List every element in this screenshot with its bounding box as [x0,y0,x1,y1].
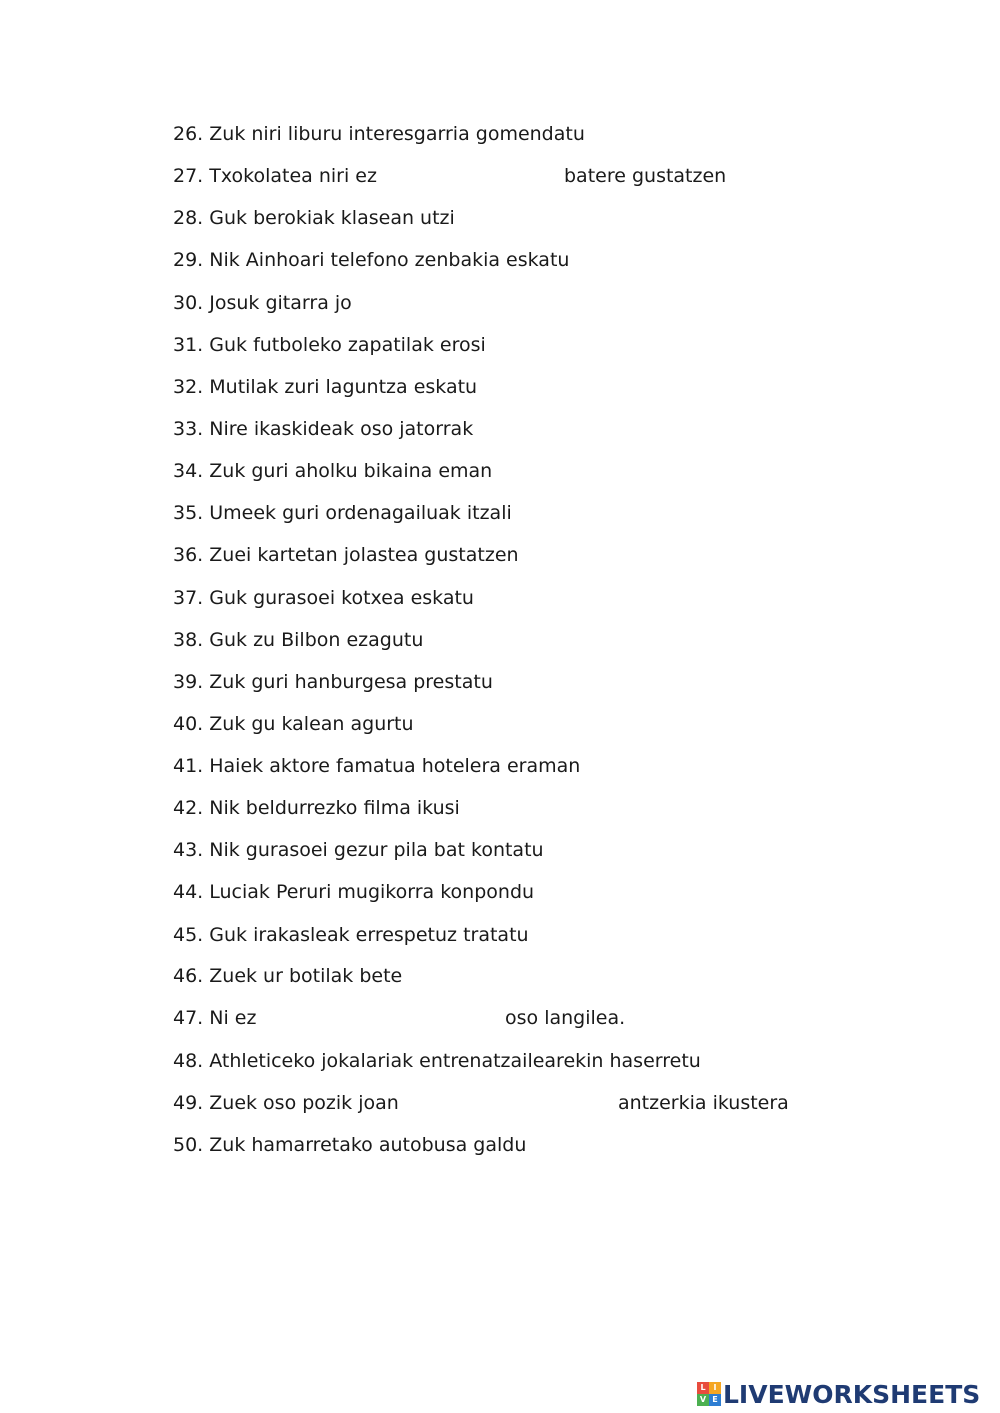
item-text: 26. Zuk niri liburu interesgarria gomendatu [173,123,585,145]
list-item [173,288,352,318]
list-item [173,835,544,865]
list-item [173,667,493,697]
logo-mark-letter: I [709,1382,721,1394]
list-item [173,372,477,402]
item-text: 47. Ni ez [173,1007,257,1029]
item-text-continuation: antzerkia ikustera [618,1092,789,1114]
logo-mark-letter: V [697,1394,709,1406]
liveworksheets-mark-icon [697,1382,721,1406]
list-item [173,961,402,991]
list-item [173,625,423,655]
item-text: 41. Haiek aktore famatua hotelera eraman [173,755,581,777]
item-text: 30. Josuk gitarra jo [173,292,352,314]
list-item [173,583,474,613]
item-text: 45. Guk irakasleak errespetuz tratatu [173,924,529,946]
item-text: 39. Zuk guri hanburgesa prestatu [173,671,493,693]
item-text: 35. Umeek guri ordenagailuak itzali [173,502,512,524]
item-text: 36. Zuei kartetan jolastea gustatzen [173,544,519,566]
list-item [173,709,414,739]
list-item [173,877,534,907]
list-item [173,540,519,570]
list-item [173,1003,626,1033]
item-text: 31. Guk futboleko zapatilak erosi [173,334,486,356]
item-text: 29. Nik Ainhoari telefono zenbakia eskatu [173,249,570,271]
liveworksheets-logo [697,1377,980,1411]
list-item [173,456,492,486]
logo-wordmark: LIVEWORKSHEETS [723,1379,981,1409]
item-text-continuation: oso langilea. [505,1007,626,1029]
list-item [173,793,460,823]
list-item [173,920,529,950]
item-text: 34. Zuk guri aholku bikaina eman [173,460,493,482]
logo-mark-letter: L [697,1382,709,1394]
list-item [173,330,486,360]
item-text: 32. Mutilak zuri laguntza eskatu [173,376,478,398]
list-item [173,751,580,781]
item-text: 27. Txokolatea niri ez [173,165,377,187]
item-text: 43. Nik gurasoei gezur pila bat kontatu [173,839,544,861]
item-text: 49. Zuek oso pozik joan [173,1092,399,1114]
list-item [173,1088,789,1118]
item-text: 40. Zuk gu kalean agurtu [173,713,414,735]
item-text: 28. Guk berokiak klasean utzi [173,207,455,229]
item-text-continuation: batere gustatzen [564,165,727,187]
item-text: 50. Zuk hamarretako autobusa galdu [173,1134,527,1156]
list-item [173,119,585,149]
list-item [173,414,473,444]
item-text: 33. Nire ikaskideak oso jatorrak [173,418,474,440]
list-item [173,1046,701,1076]
item-text: 44. Luciak Peruri mugikorra konpondu [173,881,535,903]
list-item [173,498,512,528]
list-item [173,245,569,275]
item-text: 38. Guk zu Bilbon ezagutu [173,629,424,651]
list-item [173,203,455,233]
list-item [173,161,727,191]
item-text: 37. Guk gurasoei kotxea eskatu [173,587,474,609]
logo-mark-letter: E [709,1394,721,1406]
item-text: 46. Zuek ur botilak bete [173,965,403,987]
item-text: 48. Athleticeko jokalariak entrenatzailearekin haserretu [173,1050,701,1072]
item-text: 42. Nik beldurrezko filma ikusi [173,797,460,819]
list-item [173,1130,526,1160]
